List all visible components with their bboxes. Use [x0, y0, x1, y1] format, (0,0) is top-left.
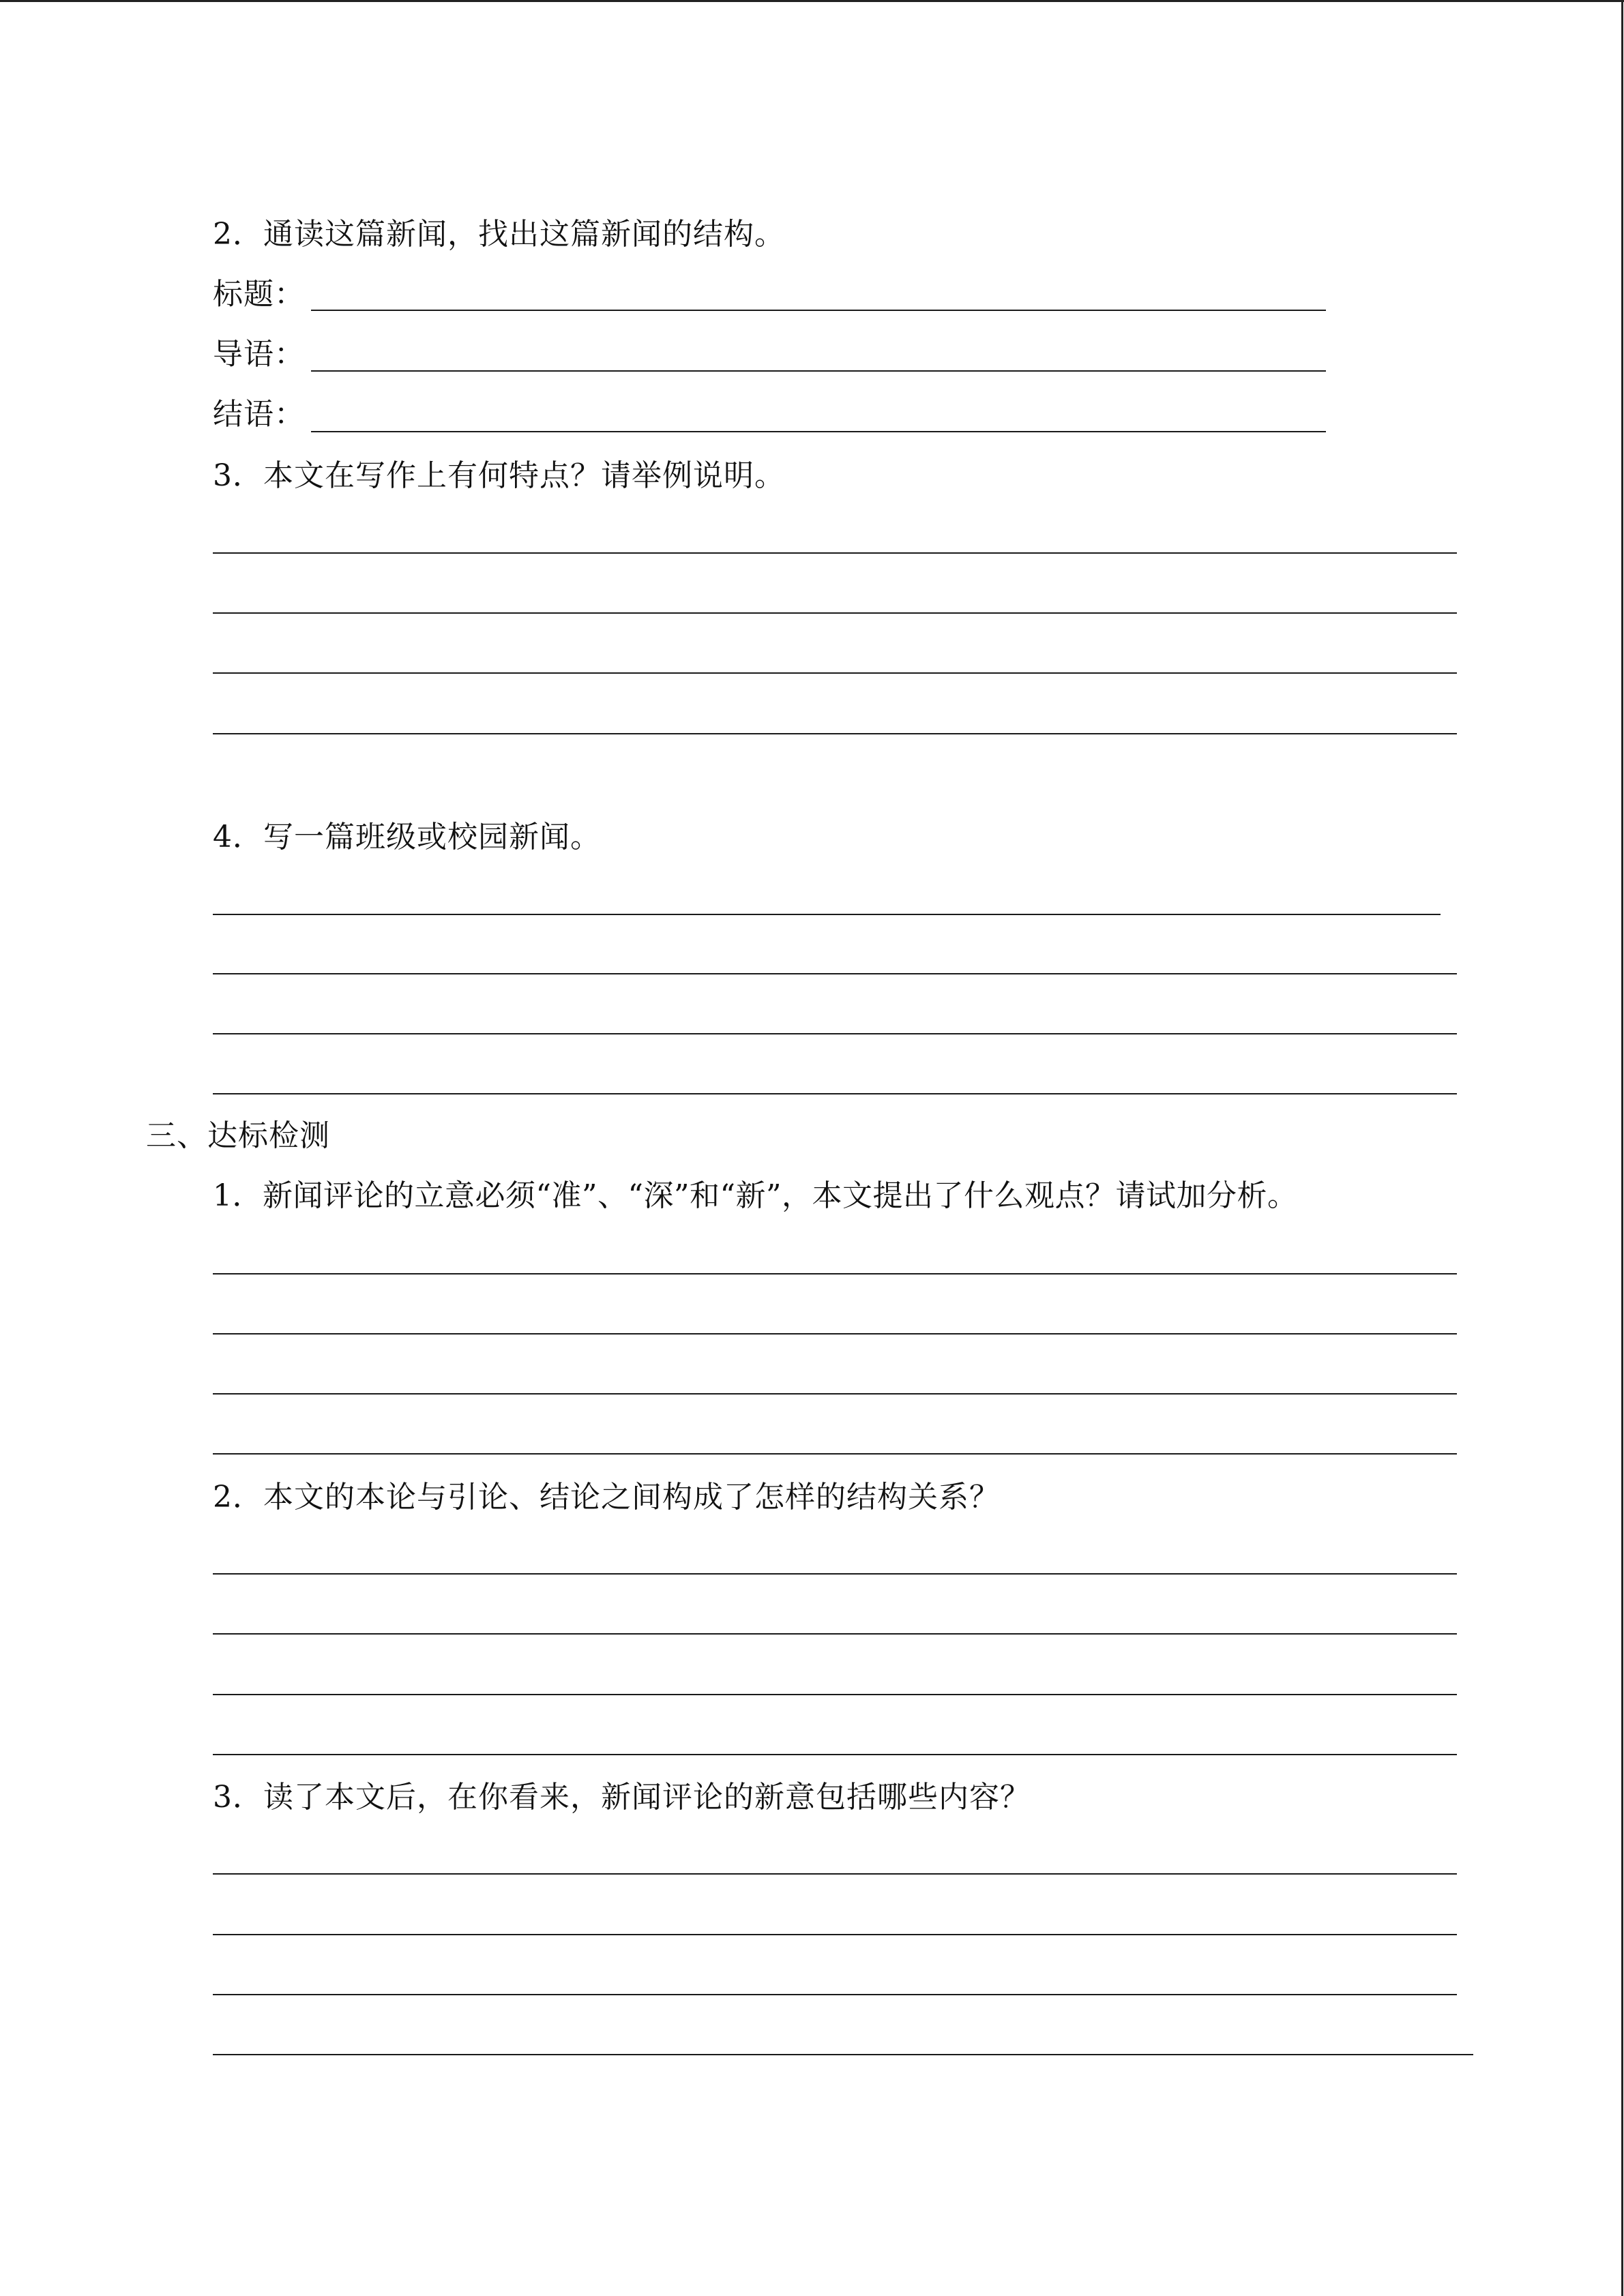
- answer-line[interactable]: [213, 1573, 1457, 1575]
- answer-line[interactable]: [213, 733, 1457, 734]
- answer-line[interactable]: [213, 973, 1457, 974]
- answer-line-title[interactable]: [311, 310, 1326, 311]
- answer-line[interactable]: [213, 612, 1457, 614]
- answer-line[interactable]: [213, 672, 1457, 674]
- answer-line[interactable]: [213, 1093, 1457, 1094]
- answer-line[interactable]: [213, 1453, 1457, 1455]
- assessment-question-3: 3．读了本文后，在你看来，新闻评论的新意包括哪些内容？: [213, 1780, 1031, 1815]
- question-3-writing-features: 3．本文在写作上有何特点？请举例说明。: [213, 458, 785, 493]
- answer-line[interactable]: [213, 1033, 1457, 1034]
- answer-line[interactable]: [213, 1934, 1457, 1935]
- assessment-question-2: 2．本文的本论与引论、结论之间构成了怎样的结构关系？: [213, 1480, 1000, 1515]
- question-4-write-news: 4．写一篇班级或校园新闻。: [213, 820, 601, 854]
- page-right-border: [1621, 0, 1623, 2296]
- answer-line-lead[interactable]: [311, 370, 1326, 372]
- field-label-ending: 结语：: [213, 397, 305, 432]
- field-label-title: 标题：: [213, 277, 305, 312]
- answer-line[interactable]: [213, 914, 1441, 915]
- answer-line[interactable]: [213, 1393, 1457, 1395]
- answer-line[interactable]: [213, 1873, 1457, 1875]
- answer-line[interactable]: [213, 1994, 1457, 1995]
- field-label-lead: 导语：: [213, 337, 305, 372]
- section-heading-assessment: 三、达标检测: [146, 1118, 330, 1153]
- answer-line[interactable]: [213, 1754, 1457, 1755]
- question-2-structure: 2．通读这篇新闻，找出这篇新闻的结构。: [213, 217, 785, 252]
- answer-line[interactable]: [213, 1333, 1457, 1335]
- answer-line[interactable]: [213, 552, 1457, 554]
- answer-line-ending[interactable]: [311, 431, 1326, 432]
- answer-line[interactable]: [213, 1633, 1457, 1635]
- answer-line[interactable]: [213, 1273, 1457, 1274]
- answer-line[interactable]: [213, 2054, 1473, 2055]
- assessment-question-1: 1．新闻评论的立意必须“准”、“深”和“新”，本文提出了什么观点？请试加分析。: [213, 1178, 1298, 1213]
- page-top-border: [0, 0, 1624, 2]
- answer-line[interactable]: [213, 1694, 1457, 1695]
